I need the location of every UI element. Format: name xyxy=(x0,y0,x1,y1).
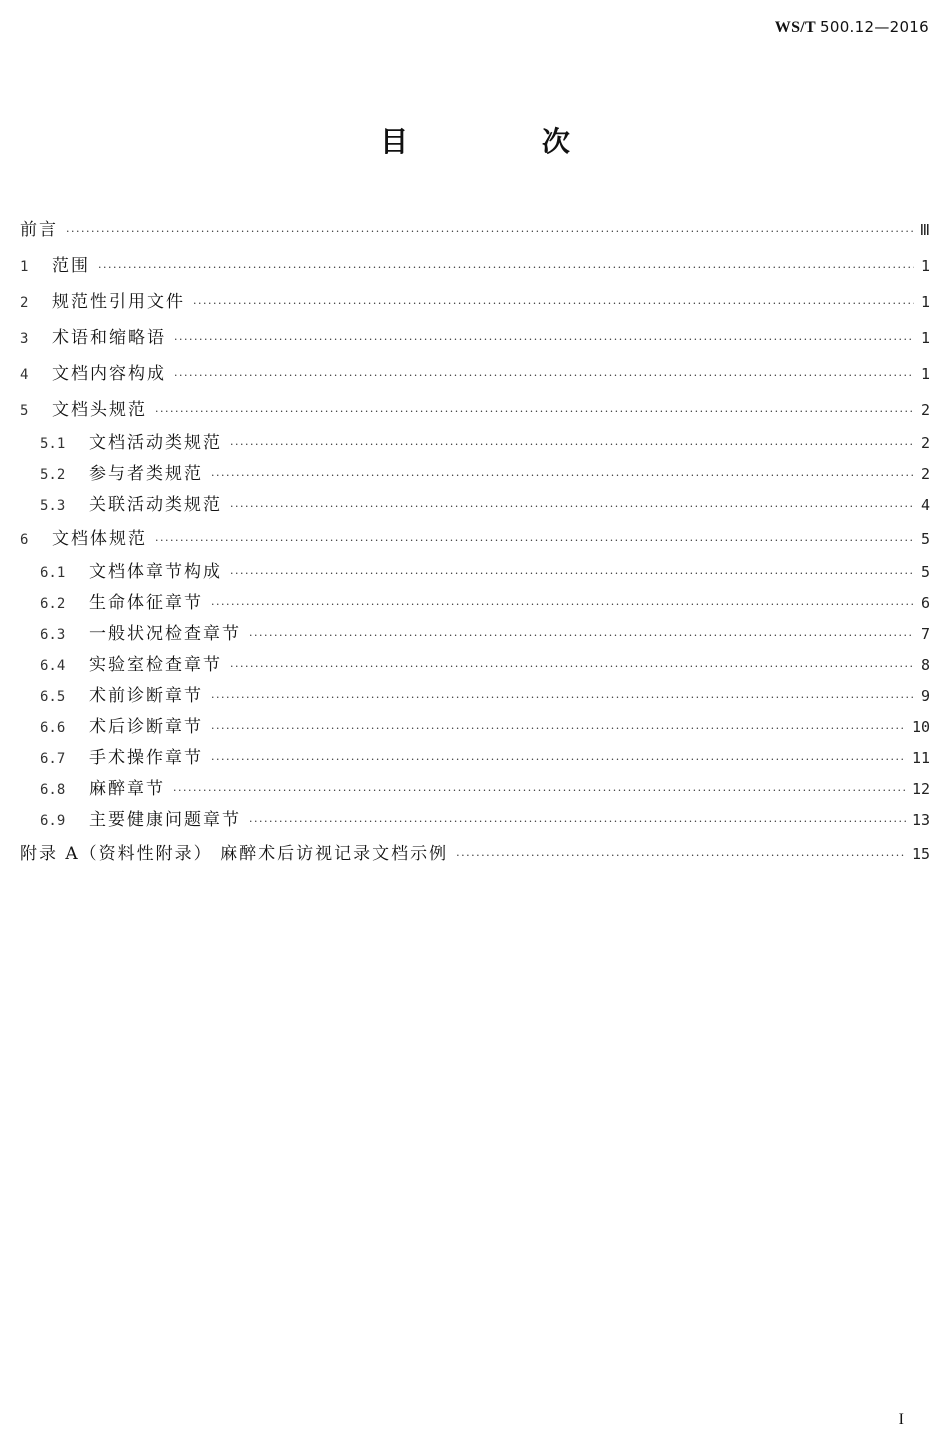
toc-entry-label: 文档活动类规范 xyxy=(89,433,222,453)
toc-entry-label: 实验室检查章节 xyxy=(89,655,222,675)
toc-entry-page: 1 xyxy=(920,365,930,383)
toc-dot-leader xyxy=(230,651,914,682)
toc-entry[interactable] xyxy=(20,284,930,320)
toc-entry-label: 术后诊断章节 xyxy=(89,717,203,737)
toc-dot-leader xyxy=(155,523,914,559)
toc-dot-leader xyxy=(211,589,914,620)
toc-entry[interactable] xyxy=(20,743,930,774)
toc-entry-number: 6 xyxy=(20,532,29,548)
toc-entry-page: 5 xyxy=(920,563,930,581)
toc-entry-number: 5.1 xyxy=(40,436,66,452)
toc-entry-page: 2 xyxy=(920,434,930,452)
toc-entry[interactable] xyxy=(20,557,930,588)
toc-entry-page: 15 xyxy=(911,845,930,863)
toc-entry-page: 1 xyxy=(920,329,930,347)
toc-entry-number: 6.6 xyxy=(40,720,66,736)
toc-entry-number: 6.5 xyxy=(40,689,66,705)
toc-entry[interactable] xyxy=(20,490,930,521)
toc-entry-label: 麻醉章节 xyxy=(89,779,165,799)
toc-entry-page: 10 xyxy=(911,718,930,736)
toc-dot-leader xyxy=(66,214,914,250)
toc-entry-page: Ⅲ xyxy=(919,221,930,239)
toc-dot-leader xyxy=(230,491,914,522)
toc-dot-leader xyxy=(249,806,906,837)
toc-entry-page: 12 xyxy=(911,780,930,798)
toc-entry[interactable] xyxy=(20,521,930,557)
toc-entry-number: 3 xyxy=(20,331,29,347)
toc-entry-label: 文档体规范 xyxy=(52,529,147,549)
toc-dot-leader xyxy=(98,250,914,286)
document-code xyxy=(775,18,929,37)
toc-entry[interactable] xyxy=(20,320,930,356)
toc-entry[interactable] xyxy=(20,428,930,459)
toc-entry[interactable] xyxy=(20,836,930,872)
toc-entry-page: 5 xyxy=(920,530,930,548)
toc-entry[interactable] xyxy=(20,248,930,284)
toc-entry-label: 术前诊断章节 xyxy=(89,686,203,706)
toc-entry-page: 1 xyxy=(920,293,930,311)
toc-entry-number: 6.3 xyxy=(40,627,66,643)
toc-entry[interactable] xyxy=(20,681,930,712)
toc-entry-label: 文档体章节构成 xyxy=(89,562,222,582)
page-number: I xyxy=(898,1411,904,1428)
toc-entry-number: 6.8 xyxy=(40,782,66,798)
toc-entry-number: 6.9 xyxy=(40,813,66,829)
toc-entry-label: 生命体征章节 xyxy=(89,593,203,613)
toc-entry-page: 9 xyxy=(920,687,930,705)
table-of-contents xyxy=(20,212,930,872)
toc-entry-label: 范围 xyxy=(52,256,90,276)
toc-entry[interactable] xyxy=(20,588,930,619)
page-title: 目 次 xyxy=(380,125,632,158)
toc-entry-number: 5.3 xyxy=(40,498,66,514)
toc-entry-number: 5 xyxy=(20,403,29,419)
toc-entry-label: 参与者类规范 xyxy=(89,464,203,484)
doc-code-prefix: WS/T xyxy=(774,19,816,36)
toc-entry-page: 6 xyxy=(920,594,930,612)
toc-entry-number: 4 xyxy=(20,367,29,383)
toc-entry[interactable] xyxy=(20,805,930,836)
toc-dot-leader xyxy=(211,744,906,775)
toc-entry-label: 规范性引用文件 xyxy=(52,292,185,312)
toc-entry-number: 2 xyxy=(20,295,29,311)
toc-entry-label: 手术操作章节 xyxy=(89,748,203,768)
toc-entry-label: 术语和缩略语 xyxy=(52,328,166,348)
toc-dot-leader xyxy=(174,322,914,358)
toc-entry-number: 5.2 xyxy=(40,467,66,483)
toc-dot-leader xyxy=(211,682,914,713)
toc-dot-leader xyxy=(173,775,906,806)
toc-entry-page: 7 xyxy=(920,625,930,643)
toc-entry[interactable] xyxy=(20,212,930,248)
toc-entry-label: 文档头规范 xyxy=(52,400,147,420)
toc-dot-leader xyxy=(230,429,914,460)
toc-entry-number: 6.2 xyxy=(40,596,66,612)
toc-entry-page: 8 xyxy=(920,656,930,674)
toc-dot-leader xyxy=(230,558,914,589)
doc-code-number: 500.12—2016 xyxy=(820,18,929,36)
toc-dot-leader xyxy=(193,286,914,322)
toc-entry[interactable] xyxy=(20,650,930,681)
toc-entry[interactable] xyxy=(20,712,930,743)
toc-entry-label: 附录 A（资料性附录） 麻醉术后访视记录文档示例 xyxy=(20,844,449,864)
toc-dot-leader xyxy=(174,358,914,394)
toc-entry-label: 一般状况检查章节 xyxy=(89,624,241,644)
toc-dot-leader xyxy=(211,713,906,744)
toc-entry-number: 6.4 xyxy=(40,658,66,674)
toc-entry-page: 2 xyxy=(920,465,930,483)
toc-entry[interactable] xyxy=(20,774,930,805)
toc-dot-leader xyxy=(211,460,914,491)
toc-entry-label: 文档内容构成 xyxy=(52,364,166,384)
toc-dot-leader xyxy=(155,394,914,430)
toc-entry[interactable] xyxy=(20,619,930,650)
toc-entry-page: 1 xyxy=(920,257,930,275)
toc-entry[interactable] xyxy=(20,459,930,490)
toc-entry-page: 4 xyxy=(920,496,930,514)
toc-entry-number: 1 xyxy=(20,259,29,275)
toc-entry-label: 关联活动类规范 xyxy=(89,495,222,515)
toc-entry[interactable] xyxy=(20,392,930,428)
toc-dot-leader xyxy=(249,620,914,651)
toc-entry-label: 前言 xyxy=(20,220,58,240)
toc-entry-number: 6.7 xyxy=(40,751,66,767)
toc-dot-leader xyxy=(456,838,906,874)
toc-entry-label: 主要健康问题章节 xyxy=(89,810,241,830)
toc-entry[interactable] xyxy=(20,356,930,392)
toc-entry-page: 2 xyxy=(920,401,930,419)
toc-entry-page: 11 xyxy=(911,749,930,767)
toc-entry-number: 6.1 xyxy=(40,565,66,581)
toc-entry-page: 13 xyxy=(911,811,930,829)
